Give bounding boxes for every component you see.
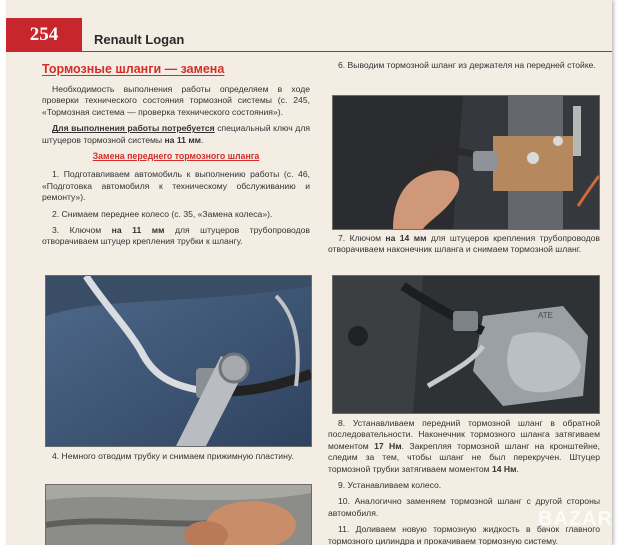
- required-tail: .: [201, 134, 204, 145]
- step-4: 4. Немного отводим трубку и снимаем прижимную пластину.: [52, 451, 294, 461]
- step-3-start: 3. Ключом: [52, 225, 112, 236]
- watermark-logo: BAZAR: [538, 508, 613, 530]
- header-rule: [82, 51, 612, 52]
- step-7-block: [328, 233, 600, 261]
- step-8: [328, 418, 600, 475]
- book-page: [6, 0, 612, 545]
- section-title: Тормозные шланги — замена: [42, 62, 225, 76]
- required-prefix: Для выполнения работы потребуется: [52, 123, 215, 134]
- step-3: [42, 225, 310, 248]
- right-column: [328, 60, 600, 76]
- step-3-bold: на 11 мм: [111, 225, 165, 236]
- required-middle: специальный ключ для штуцеров тормозной системы: [42, 123, 310, 145]
- book-title: Renault Logan: [94, 32, 185, 47]
- photo-hose-bracket: [332, 95, 600, 230]
- step-8-c: . Закрепляя тормозной шланг на кронштейне, следим за тем, чтобы шланг не был перекручен. Штуцер тормозной трубки затягиваем моментом: [328, 440, 600, 474]
- photo-caliper-hose: [332, 275, 600, 414]
- page-number: 254: [29, 24, 59, 45]
- step-10: 10. Аналогично заменяем тормозной шланг с другой стороны автомобиля.: [328, 496, 600, 518]
- step-7-bold: на 14 мм: [385, 233, 427, 243]
- step-8-e: .: [516, 463, 519, 474]
- step-6: 6. Выводим тормозной шланг из держателя на передней стойке.: [338, 60, 596, 70]
- step-7-end: для штуцеров крепления трубопроводов отворачиваем наконечник шланга и снимаем тормозной шланг.: [328, 233, 600, 255]
- step-8-a: 8. Устанавливаем передний тормозной шланг в обратной последовательности. Наконечник тормозного шланга затягиваем моментом: [328, 418, 600, 451]
- step-7-start: 7. Ключом: [338, 233, 386, 243]
- step-9: 9. Устанавливаем колесо.: [338, 480, 442, 491]
- step-4-block: [42, 451, 310, 467]
- step-2: 2. Снимаем переднее колесо (с. 35, «Замена колеса»).: [52, 208, 273, 219]
- page-number-tab: [6, 18, 82, 52]
- step-11: 11. Доливаем новую тормозную жидкость в бачок главного тормозного цилиндра и прокачиваем тормозную систему.: [328, 524, 600, 545]
- sub-title: Замена переднего тормозного шланга: [92, 151, 260, 162]
- left-column: [42, 60, 310, 253]
- step-3-end: для штуцеров трубопроводов отворачиваем штуцер крепления трубки к шлангу.: [42, 225, 311, 247]
- step-1: 1. Подготавливаем автомобиль к выполнению работы (с. 46, «Подготовка автомобиля к техническому обслуживанию и ремонту»).: [42, 169, 310, 203]
- photo-wrench-fitting: [45, 275, 312, 447]
- svg-text:ATE: ATE: [538, 311, 553, 320]
- required-tools-paragraph: [42, 123, 310, 146]
- step-8-b: 17 Нм: [374, 440, 402, 451]
- photo-remove-clip: [45, 484, 312, 545]
- step-8-d: 14 Нм: [491, 463, 517, 474]
- required-bold-end: на 11 мм: [164, 134, 202, 145]
- intro-paragraph: Необходимость выполнения работы определяем в ходе проверки технического состояния тормозной системы (с. 245, «Тормозная система — проверка технического состояния»).: [42, 84, 310, 117]
- step-7: [328, 233, 600, 256]
